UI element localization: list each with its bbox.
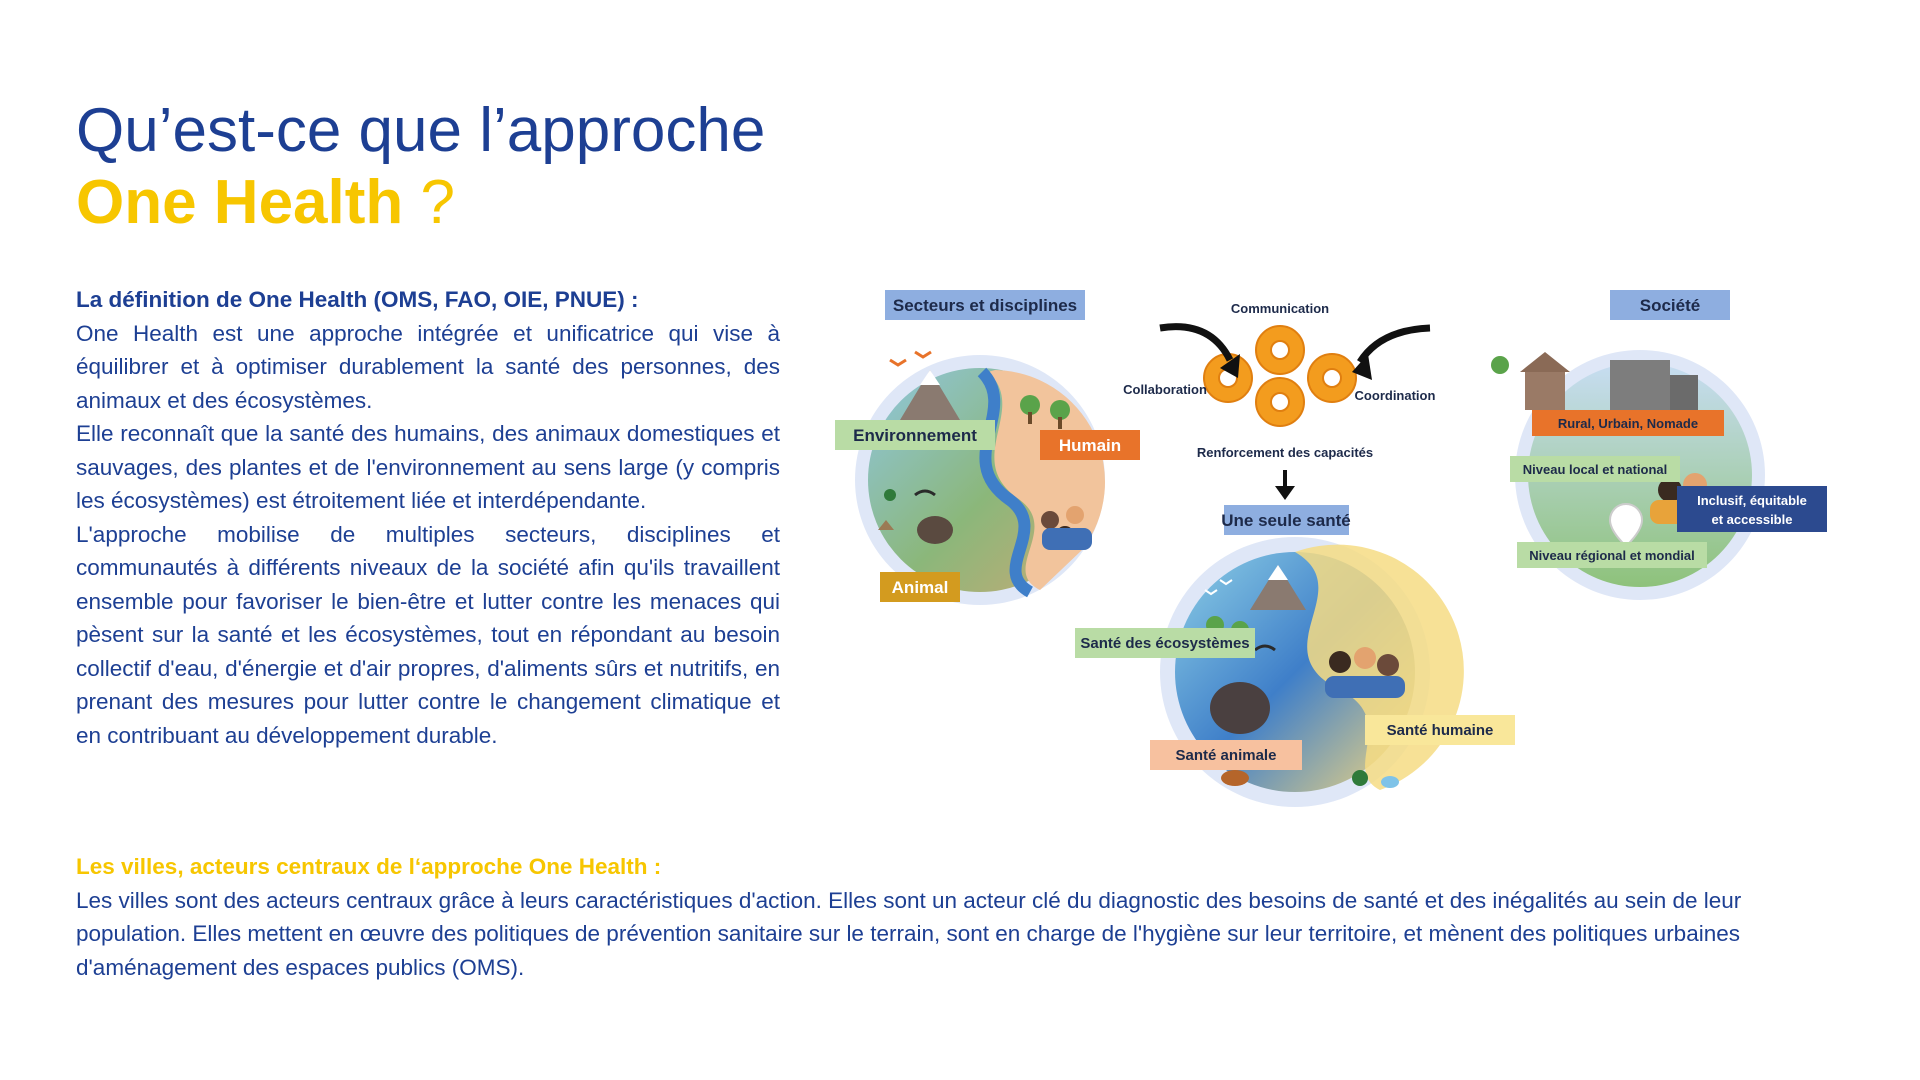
one-health-diagram — [820, 290, 1840, 850]
local-label: Niveau local et national — [1522, 462, 1668, 477]
inclusive-label-line-1: Inclusif, équitable — [1697, 493, 1807, 508]
right-curved-arrow-icon — [1360, 328, 1430, 362]
gears-icon — [1204, 326, 1356, 426]
definition-section — [76, 283, 780, 752]
cities-heading: Les villes, acteurs centraux de l‘approche One Health : — [76, 854, 662, 879]
cities-section — [76, 850, 1856, 984]
definition-heading: La définition de One Health (OMS, FAO, OIE, PNUE) : — [76, 287, 639, 312]
coordination-label: Coordination — [1354, 388, 1436, 403]
sectors-title: Secteurs et disciplines — [892, 296, 1078, 315]
title-highlight: One Health — [76, 168, 404, 237]
title-line-1: Qu’est-ce que l’approche — [76, 96, 766, 165]
human-label: Humain — [1058, 436, 1122, 455]
cities-text: Les villes sont des acteurs centraux grâce à leurs caractéristiques d'action. Elles sont un acteur clé du diagnostic des besoins de santé et des inégalités au sein de leur population. Elles mettent en œuvre des politiques de prévention sanitaire sur le terrain, sont en charge de l'hygiène sur leur territoire, et mènent des politiques urbaines d'aménagement des espaces publics (OMS). — [76, 887, 1742, 980]
page-title — [76, 95, 765, 239]
definition-paragraph-2: Elle reconnaît que la santé des humains, des animaux domestiques et sauvages, des plantes et de l'environnement au sens large (y compris les écosystèmes) est étroitement liée et interdépendante. — [76, 421, 780, 513]
sectors-circle — [855, 352, 1105, 605]
collaboration-label: Collaboration — [1123, 382, 1207, 397]
communication-label: Communication — [1230, 301, 1330, 316]
inclusive-label-line-2: et accessible — [1711, 512, 1793, 527]
human-health-label: Santé humaine — [1386, 722, 1494, 739]
title-line-2 — [76, 167, 765, 239]
capacity-label: Renforcement des capacités — [1196, 445, 1374, 460]
definition-paragraph-3: L'approche mobilise de multiples secteurs, disciplines et communautés à différents niveaux de la société afin qu'ils travaillent ensemble pour favoriser le bien-être et lutter contre les menaces qui pèsent sur la santé et les écosystèmes, tout en répondant au besoin collectif d'eau, d'énergie et d'air propres, d'aliments sûrs et nutritifs, en prenant des mesures pour lutter contre le changement climatique et en contribuant au développement durable. — [76, 521, 780, 748]
down-arrow-head-icon — [1275, 486, 1295, 500]
one-health-title: Une seule santé — [1221, 511, 1351, 530]
regional-label: Niveau régional et mondial — [1529, 548, 1695, 563]
animal-label: Animal — [891, 578, 949, 597]
animal-health-label: Santé animale — [1175, 747, 1277, 764]
definition-paragraph-1: One Health est une approche intégrée et unificatrice qui vise à équilibrer et à optimiser durablement la santé des personnes, des animaux et des écosystèmes. — [76, 320, 780, 413]
rural-label: Rural, Urbain, Nomade — [1557, 416, 1699, 431]
society-title: Société — [1639, 296, 1701, 315]
environment-label: Environnement — [853, 426, 977, 445]
title-question-mark: ? — [403, 168, 456, 237]
ecosystem-health-label: Santé des écosystèmes — [1080, 635, 1250, 652]
